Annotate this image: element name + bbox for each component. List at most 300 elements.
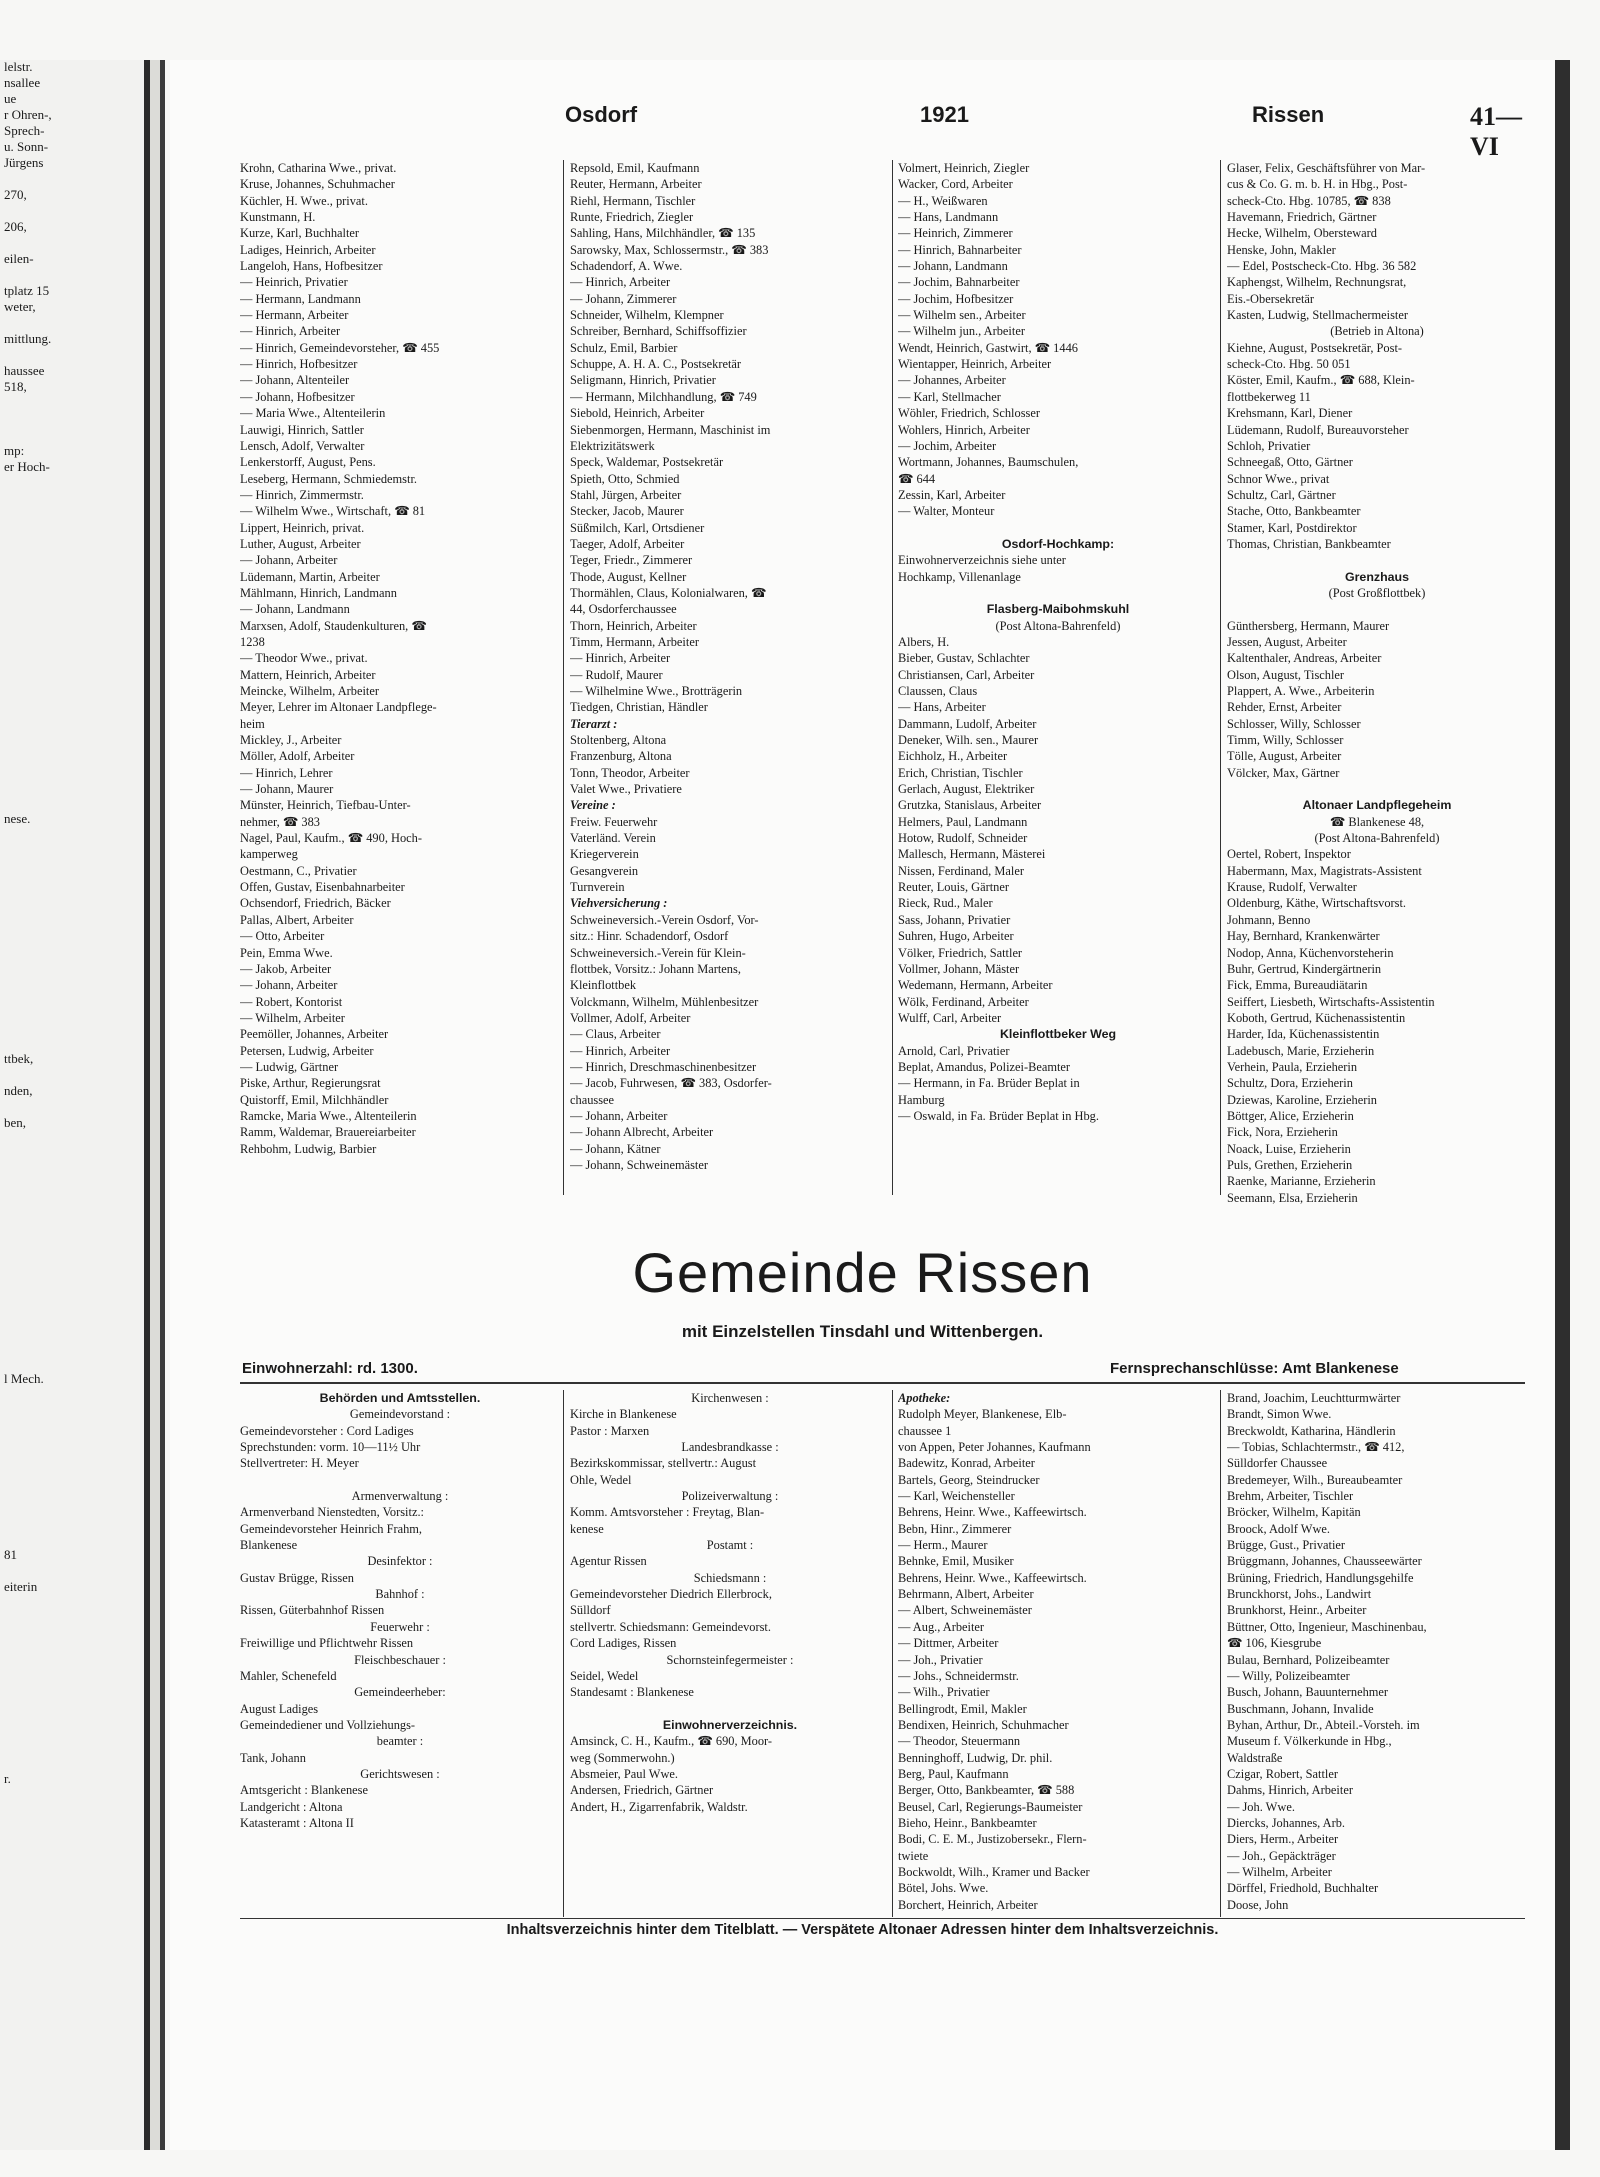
list-line: — Hans, Arbeiter	[898, 700, 986, 715]
fragment-line	[4, 428, 140, 444]
list-line: Kasten, Ludwig, Stellmachermeister	[1227, 308, 1408, 323]
list-line: ☎ Blankenese 48,	[1329, 814, 1425, 829]
fragment-line	[4, 684, 140, 700]
list-line: Böttger, Alice, Erzieherin	[1227, 1108, 1354, 1123]
list-line: Mahler, Schenefeld	[240, 1668, 337, 1683]
list-line: Schornsteinfegermeister :	[666, 1652, 794, 1667]
fragment-line	[4, 1292, 140, 1308]
list-line: Schadendorf, A. Wwe.	[570, 259, 683, 274]
fragment-line	[4, 348, 140, 364]
fragment-line	[4, 780, 140, 796]
fragment-line	[4, 1180, 140, 1196]
list-line: Thorn, Heinrich, Arbeiter	[570, 618, 697, 633]
list-line: — Otto, Arbeiter	[240, 929, 325, 944]
list-line: Elektrizitätswerk	[570, 438, 655, 453]
list-line: stellvertr. Schiedsmann: Gemeindevorst.	[570, 1619, 771, 1634]
list-line: — Johs., Schneidermstr.	[898, 1668, 1019, 1683]
list-line: Oldenburg, Käthe, Wirtschaftsvorst.	[1227, 896, 1407, 911]
column-rule	[563, 1390, 564, 1917]
list-line: Büttner, Otto, Ingenieur, Maschinenbau,	[1227, 1619, 1427, 1634]
fragment-line	[4, 1484, 140, 1500]
fragment-line	[4, 572, 140, 588]
list-line: scheck-Cto. Hbg. 10785, ☎ 838	[1227, 193, 1391, 208]
list-line: Wulff, Carl, Arbeiter	[898, 1010, 1002, 1025]
fragment-line	[4, 1612, 140, 1628]
list-line: Behrens, Heinr. Wwe., Kaffeewirtsch.	[898, 1505, 1087, 1520]
list-line: Landgericht : Altona	[240, 1799, 343, 1814]
list-line	[1227, 601, 1527, 617]
list-line: — Hinrich, Arbeiter	[570, 275, 671, 290]
list-line: Busch, Johann, Bauunternehmer	[1227, 1685, 1389, 1700]
list-line: August Ladiges	[240, 1701, 319, 1716]
fragment-line	[4, 956, 140, 972]
list-line: Ramm, Waldemar, Brauereiarbeiter	[240, 1125, 416, 1140]
list-line: Johmann, Benno	[1227, 912, 1311, 927]
list-line: Wacker, Cord, Arbeiter	[898, 177, 1013, 192]
list-line: — Hinrich, Arbeiter	[240, 324, 341, 339]
fragment-line: tplatz 15	[4, 283, 50, 298]
list-line: Amsinck, C. H., Kaufm., ☎ 690, Moor-	[570, 1734, 773, 1749]
fragment-line: 206,	[4, 219, 27, 234]
list-line	[898, 520, 1218, 536]
list-line: Brand, Joachim, Leuchtturmwärter	[1227, 1391, 1401, 1405]
list-line: Buhr, Gertrud, Kindergärtnerin	[1227, 961, 1382, 976]
fragment-line	[4, 316, 140, 332]
list-line: Eichholz, H., Arbeiter	[898, 749, 1008, 764]
fragment-line	[4, 1356, 140, 1372]
binding-shadow	[160, 60, 165, 2150]
list-line: (Betrieb in Altona)	[1330, 324, 1424, 339]
list-line: Desinfektor :	[367, 1554, 433, 1569]
list-line: Osdorf-Hochkamp:	[1001, 536, 1115, 551]
fragment-line	[4, 764, 140, 780]
rissen-column-2	[570, 1390, 890, 1815]
list-line: — Hinrich, Hofbesitzer	[240, 357, 358, 372]
list-line: Hay, Bernhard, Krankenwärter	[1227, 929, 1380, 944]
header-year: 1921	[920, 102, 969, 127]
list-line: Gemeindeerheber:	[354, 1685, 446, 1700]
list-line: — Wilhelm Wwe., Wirtschaft, ☎ 81	[240, 504, 426, 519]
osdorf-column-4	[1227, 160, 1527, 1206]
list-line: Bahnhof :	[375, 1587, 425, 1602]
list-line: Standesamt : Blankenese	[570, 1685, 694, 1700]
list-line	[1227, 781, 1527, 797]
list-line: Pastor : Marxen	[570, 1423, 650, 1438]
fragment-line	[4, 620, 140, 636]
list-line: Schultz, Dora, Erzieherin	[1227, 1076, 1353, 1091]
list-line: Meyer, Lehrer im Altonaer Landpflege-	[240, 700, 437, 715]
fragment-line	[4, 556, 140, 572]
list-line: Olson, August, Tischler	[1227, 667, 1345, 682]
list-line: flottbek, Vorsitz.: Johann Martens,	[570, 961, 741, 976]
list-line: — Johann, Arbeiter	[240, 978, 338, 993]
list-line: Tiedgen, Christian, Händler	[570, 700, 708, 715]
list-line: Volmert, Heinrich, Ziegler	[898, 161, 1030, 175]
list-line: Behörden und Amtsstellen.	[319, 1391, 481, 1405]
list-line	[240, 1472, 560, 1488]
fragment-line	[4, 1260, 140, 1276]
fragment-line	[4, 1244, 140, 1260]
list-line: — Ludwig, Gärtner	[240, 1059, 339, 1074]
list-line: Wientapper, Heinrich, Arbeiter	[898, 357, 1052, 372]
list-line: Tierarzt :	[570, 716, 618, 731]
list-line: — Johann, Zimmerer	[570, 291, 677, 306]
fragment-line	[4, 1532, 140, 1548]
list-line: Bieho, Heinr., Bankbeamter	[898, 1815, 1037, 1830]
list-line: Berger, Otto, Bankbeamter, ☎ 588	[898, 1783, 1075, 1798]
list-line: — Wilhelmine Wwe., Brotträgerin	[570, 684, 743, 698]
list-line: Behnke, Emil, Musiker	[898, 1554, 1014, 1569]
list-line: Byhan, Arthur, Dr., Abteil.-Vorsteh. im	[1227, 1717, 1420, 1732]
list-line: — Wilhelm, Arbeiter	[1227, 1864, 1332, 1879]
list-line: Reuter, Hermann, Arbeiter	[570, 177, 702, 192]
list-line: Gustav Brügge, Rissen	[240, 1570, 354, 1585]
list-line: — Rudolf, Maurer	[570, 667, 663, 682]
list-line: Bodi, C. E. M., Justizobersekr., Flern-	[898, 1832, 1087, 1847]
fragment-line	[4, 508, 140, 524]
rissen-title: Gemeinde Rissen	[632, 1241, 1093, 1304]
list-line: — Aug., Arbeiter	[898, 1619, 985, 1634]
list-line: twiete	[898, 1848, 929, 1863]
list-line: Stecker, Jacob, Maurer	[570, 504, 684, 519]
list-line: Schloh, Privatier	[1227, 438, 1311, 453]
list-line	[1227, 552, 1527, 568]
list-line: Bröcker, Wilhelm, Kapitän	[1227, 1505, 1361, 1520]
list-line: Benninghoff, Ludwig, Dr. phil.	[898, 1750, 1053, 1765]
osdorf-column-1	[240, 160, 555, 1157]
list-line: Riehl, Hermann, Tischler	[570, 193, 696, 208]
list-line: — H., Weißwaren	[898, 193, 988, 208]
list-line: Amtsgericht : Blankenese	[240, 1783, 369, 1798]
list-line: Dziewas, Karoline, Erzieherin	[1227, 1092, 1377, 1107]
list-line: Sülldorf	[570, 1603, 611, 1618]
list-line: Sprechstunden: vorm. 10—11½ Uhr	[240, 1440, 421, 1455]
fragment-line	[4, 716, 140, 732]
list-line: Seidel, Wedel	[570, 1668, 639, 1683]
fragment-line	[4, 1500, 140, 1516]
rissen-column-4	[1227, 1390, 1527, 1913]
list-line: Taeger, Adolf, Arbeiter	[570, 536, 685, 551]
list-line: — Dittmer, Arbeiter	[898, 1636, 999, 1651]
list-line: Sass, Johann, Privatier	[898, 912, 1011, 927]
list-line: Wohlers, Hinrich, Arbeiter	[898, 422, 1030, 437]
list-line: kenese	[570, 1521, 604, 1536]
fragment-line: eilen-	[4, 251, 34, 266]
fragment-line: ttbek,	[4, 1051, 34, 1066]
list-line: — Maria Wwe., Altenteilerin	[240, 406, 386, 421]
fragment-line	[4, 892, 140, 908]
list-line: Harder, Ida, Küchenassistentin	[1227, 1027, 1380, 1042]
list-line: — Hinrich, Gemeindevorsteher, ☎ 455	[240, 340, 440, 355]
fragment-line: 518,	[4, 379, 27, 394]
list-line: Timm, Willy, Schlosser	[1227, 733, 1344, 748]
list-line: Ohle, Wedel	[570, 1472, 632, 1487]
list-line: Bartels, Georg, Steindrucker	[898, 1472, 1040, 1487]
list-line: — Jacob, Fuhrwesen, ☎ 383, Osdorfer-	[570, 1076, 772, 1091]
list-line: Eis.-Obersekretär	[1227, 291, 1315, 306]
list-line: Oestmann, C., Privatier	[240, 863, 357, 878]
list-line: Behrens, Heinr. Wwe., Kaffeewirtsch.	[898, 1570, 1087, 1585]
list-line: — Johann, Maurer	[240, 782, 334, 797]
header-right: Rissen	[1252, 102, 1325, 127]
list-line: — Joh., Privatier	[898, 1652, 983, 1667]
list-line: Doose, John	[1227, 1897, 1289, 1912]
fragment-line	[4, 700, 140, 716]
list-line: Koboth, Gertrud, Küchenassistentin	[1227, 1010, 1406, 1025]
list-line: Gerichtswesen :	[360, 1766, 440, 1781]
list-line: Franzenburg, Altona	[570, 749, 672, 764]
list-line: Fick, Nora, Erzieherin	[1227, 1125, 1338, 1140]
list-line: Armenverwaltung :	[351, 1489, 449, 1504]
list-line: sitz.: Hinr. Schadendorf, Osdorf	[570, 929, 729, 944]
fragment-line	[4, 1740, 140, 1756]
fragment-line	[4, 876, 140, 892]
list-line: — Johann, Arbeiter	[570, 1108, 668, 1123]
list-line: Badewitz, Konrad, Arbeiter	[898, 1456, 1035, 1471]
list-line: Reuter, Louis, Gärtner	[898, 880, 1009, 895]
population: Einwohnerzahl: rd. 1300.	[242, 1360, 418, 1377]
list-line: Krause, Rudolf, Verwalter	[1227, 880, 1357, 895]
list-line: Breckwoldt, Katharina, Händlerin	[1227, 1423, 1396, 1438]
rissen-column-3	[898, 1390, 1218, 1913]
list-line: Nodop, Anna, Küchenvorsteherin	[1227, 945, 1394, 960]
list-line: Borchert, Heinrich, Arbeiter	[898, 1897, 1038, 1912]
list-line: cus & Co. G. m. b. H. in Hbg., Post-	[1227, 177, 1408, 192]
list-line: Schuppe, A. H. A. C., Postsekretär	[570, 357, 742, 372]
list-line: beamter :	[376, 1734, 424, 1749]
list-line: Vollmer, Adolf, Arbeiter	[570, 1010, 691, 1025]
list-line: Tank, Johann	[240, 1750, 306, 1765]
list-line: chaussee 1	[898, 1423, 952, 1438]
list-line: Valet Wwe., Privatiere	[570, 782, 682, 797]
fragment-line	[4, 1148, 140, 1164]
list-line: Gerlach, August, Elektriker	[898, 782, 1035, 797]
list-line: Kirchenwesen :	[691, 1391, 769, 1405]
fragment-line	[4, 1628, 140, 1644]
fragment-line: lelstr.	[4, 60, 33, 74]
list-line: — Jochim, Hofbesitzer	[898, 291, 1014, 306]
list-line: — Hermann, Landmann	[240, 291, 361, 306]
fragment-line	[4, 604, 140, 620]
list-line: Mickley, J., Arbeiter	[240, 733, 342, 748]
fragment-line: eiterin	[4, 1579, 38, 1594]
list-line: Mallesch, Hermann, Mästerei	[898, 847, 1046, 862]
list-line: Zessin, Karl, Arbeiter	[898, 487, 1006, 502]
fragment-line	[4, 476, 140, 492]
list-line: Sarowsky, Max, Schlossermstr., ☎ 383	[570, 242, 769, 257]
list-line: — Johann, Schweinemäster	[570, 1157, 708, 1172]
list-line: Andersen, Friedrich, Gärtner	[570, 1783, 714, 1798]
osdorf-column-3	[898, 160, 1218, 1124]
fragment-line	[4, 908, 140, 924]
column-rule	[892, 160, 893, 1195]
directory-page	[170, 60, 1555, 2150]
list-line: Gemeindevorstand :	[349, 1407, 451, 1422]
list-line: Einwohnerverzeichnis.	[662, 1717, 798, 1732]
footer-note: Inhaltsverzeichnis hinter dem Titelblatt. — Verspätete Altonaer Adressen hinter dem Inhaltsverzeichnis.	[506, 1922, 1219, 1938]
list-line: — Robert, Kontorist	[240, 994, 343, 1009]
list-line: — Johann, Hofbesitzer	[240, 389, 355, 404]
list-line: Beplat, Amandus, Polizei-Beamter	[898, 1059, 1071, 1074]
list-line: Marxsen, Adolf, Staudenkulturen, ☎	[240, 618, 427, 633]
list-line: Rieck, Rud., Maler	[898, 896, 993, 911]
list-line: Köster, Emil, Kaufm., ☎ 688, Klein-	[1227, 373, 1415, 388]
list-line: Hotow, Rudolf, Schneider	[898, 831, 1028, 846]
list-line: (Post Altona-Bahrenfeld)	[995, 618, 1121, 633]
fragment-line: mittlung.	[4, 331, 52, 346]
list-line: Petersen, Ludwig, Arbeiter	[240, 1043, 374, 1058]
fragment-line	[4, 412, 140, 428]
list-line: Raenke, Marianne, Erzieherin	[1227, 1174, 1376, 1189]
list-line: Völcker, Max, Gärtner	[1227, 765, 1340, 780]
list-line: Einwohnerverzeichnis siehe unter	[898, 553, 1066, 568]
list-line: Vereine :	[570, 798, 616, 813]
list-line: Polizeiverwaltung :	[681, 1489, 779, 1504]
list-line: Offen, Gustav, Eisenbahnarbeiter	[240, 880, 405, 895]
list-line: Pein, Emma Wwe.	[240, 945, 333, 960]
list-line: Diercks, Johannes, Arb.	[1227, 1815, 1346, 1830]
fragment-line	[4, 1420, 140, 1436]
list-line: Langeloh, Hans, Hofbesitzer	[240, 259, 383, 274]
list-line: — Joh., Gepäckträger	[1227, 1848, 1336, 1863]
list-line: Katasteramt : Altona II	[240, 1815, 354, 1830]
fragment-line: ben,	[4, 1115, 27, 1130]
list-line: Stache, Otto, Bankbeamter	[1227, 504, 1361, 519]
list-line: — Hinrich, Zimmermstr.	[240, 487, 364, 502]
list-line: Andert, H., Zigarrenfabrik, Waldstr.	[570, 1799, 748, 1814]
list-line: Plappert, A. Wwe., Arbeiterin	[1227, 684, 1375, 698]
list-line: Leseberg, Hermann, Schmiedemstr.	[240, 471, 417, 486]
list-line: Lensch, Adolf, Verwalter	[240, 438, 365, 453]
rissen-column-1	[240, 1390, 560, 1831]
fragment-line: er Hoch-	[4, 459, 50, 474]
list-line: Kriegerverein	[570, 847, 639, 862]
list-line: Piske, Arthur, Regierungsrat	[240, 1076, 381, 1091]
previous-page-fragment	[0, 60, 151, 2150]
list-line: Peemöller, Johannes, Arbeiter	[240, 1027, 389, 1042]
list-line: — Heinrich, Zimmerer	[898, 226, 1013, 241]
list-line: Schweineversich.-Verein für Klein-	[570, 945, 746, 960]
fragment-line: weter,	[4, 299, 36, 314]
list-line: Bezirkskommissar, stellvertr.: August	[570, 1456, 757, 1471]
list-line: Lüdemann, Rudolf, Bureauvorsteher	[1227, 422, 1409, 437]
list-line: Seiffert, Liesbeth, Wirtschafts-Assistentin	[1227, 994, 1435, 1009]
list-line: Brüggmann, Johannes, Chausseewärter	[1227, 1554, 1422, 1569]
list-line: Kiehne, August, Postsekretär, Post-	[1227, 340, 1403, 355]
list-line: Gemeindevorsteher : Cord Ladiges	[240, 1423, 414, 1438]
list-line: Noack, Luise, Erzieherin	[1227, 1141, 1351, 1156]
list-line: Buschmann, Johann, Invalide	[1227, 1701, 1374, 1716]
fragment-line	[4, 540, 140, 556]
list-line: von Appen, Peter Johannes, Kaufmann	[898, 1440, 1091, 1455]
list-line: Bockwoldt, Wilh., Kramer und Backer	[898, 1864, 1090, 1879]
list-line: Hamburg	[898, 1092, 945, 1107]
list-line: Absmeier, Paul Wwe.	[570, 1766, 679, 1781]
fragment-line	[4, 1756, 140, 1772]
list-line: Brandt, Simon Wwe.	[1227, 1407, 1332, 1422]
fragment-line: mp:	[4, 443, 25, 458]
fragment-line	[4, 268, 140, 284]
fragment-line	[4, 1340, 140, 1356]
list-line: Apotheke:	[898, 1391, 951, 1405]
list-line: Czigar, Robert, Sattler	[1227, 1766, 1338, 1781]
list-line: (Post Großflottbek)	[1328, 585, 1426, 600]
list-line: — Theodor, Steuermann	[898, 1734, 1021, 1749]
list-line: Luther, August, Arbeiter	[240, 536, 361, 551]
list-line: — Herm., Maurer	[898, 1538, 988, 1553]
list-line: Fick, Emma, Bureaudiätarin	[1227, 978, 1368, 993]
list-line: Rehbohm, Ludwig, Barbier	[240, 1141, 377, 1156]
fragment-line: Jürgens	[4, 155, 44, 170]
section-rule	[240, 1382, 1525, 1384]
list-line: Seemann, Elsa, Erzieherin	[1227, 1190, 1358, 1205]
fragment-line	[4, 1404, 140, 1420]
fragment-line	[4, 1164, 140, 1180]
list-line: Kleinflottbek	[570, 978, 637, 993]
list-line: — Hermann, Milchhandlung, ☎ 749	[570, 389, 757, 404]
list-line: Brehm, Arbeiter, Tischler	[1227, 1489, 1354, 1504]
list-line: Behrmann, Albert, Arbeiter	[898, 1587, 1034, 1602]
list-line: Erich, Christian, Tischler	[898, 765, 1023, 780]
list-line: Schiedsmann :	[693, 1570, 767, 1585]
list-line: Rissen, Güterbahnhof Rissen	[240, 1603, 385, 1618]
page-header	[230, 102, 1530, 161]
fragment-line	[4, 1660, 140, 1676]
list-line: Helmers, Paul, Landmann	[898, 814, 1028, 829]
list-line: Freiwillige und Pflichtwehr Rissen	[240, 1636, 414, 1651]
fragment-line	[4, 1276, 140, 1292]
list-line: Freiw. Feuerwehr	[570, 814, 658, 829]
list-line: — Wilhelm, Arbeiter	[240, 1010, 345, 1025]
fragment-line	[4, 1692, 140, 1708]
fragment-line	[4, 1468, 140, 1484]
fragment-line	[4, 236, 140, 252]
fragment-line: u. Sonn-	[4, 139, 49, 154]
list-line: Bendixen, Heinrich, Schuhmacher	[898, 1717, 1069, 1732]
list-line: Timm, Hermann, Arbeiter	[570, 634, 699, 649]
list-line: (Post Altona-Bahrenfeld)	[1314, 831, 1440, 846]
list-line: Feuerwehr :	[370, 1619, 430, 1634]
fragment-line	[4, 796, 140, 812]
fragment-line: r.	[4, 1771, 11, 1786]
list-line: Krohn, Catharina Wwe., privat.	[240, 161, 397, 175]
list-line: Waldstraße	[1227, 1750, 1283, 1765]
list-line: Vollmer, Johann, Mäster	[898, 961, 1020, 976]
list-line: Schneider, Wilhelm, Klempner	[570, 308, 724, 323]
list-line: — Jakob, Arbeiter	[240, 961, 332, 976]
fragment-line: l Mech.	[4, 1371, 44, 1386]
list-line: — Wilhelm sen., Arbeiter	[898, 308, 1026, 323]
fragment-line	[4, 1196, 140, 1212]
list-line: Schreiber, Bernhard, Schiffsoffizier	[570, 324, 747, 339]
list-line: Sahling, Hans, Milchhändler, ☎ 135	[570, 226, 756, 241]
list-line: Schulz, Emil, Barbier	[570, 340, 678, 355]
list-line: Fleischbeschauer :	[354, 1652, 446, 1667]
fragment-line	[4, 1724, 140, 1740]
list-line: Repsold, Emil, Kaufmann	[570, 161, 700, 175]
list-line: Kaltenthaler, Andreas, Arbeiter	[1227, 651, 1382, 666]
list-line: Sülldorfer Chaussee	[1227, 1456, 1328, 1471]
fragment-line: nsallee	[4, 75, 41, 90]
list-line: Bulau, Bernhard, Polizeibeamter	[1227, 1652, 1390, 1667]
list-line: Rudolph Meyer, Blankenese, Elb-	[898, 1407, 1067, 1422]
list-line: Küchler, H. Wwe., privat.	[240, 193, 368, 208]
list-line: Teger, Friedr., Zimmerer	[570, 553, 693, 568]
list-line: Wendt, Heinrich, Gastwirt, ☎ 1446	[898, 340, 1078, 355]
fragment-line	[4, 172, 140, 188]
list-line: Volckmann, Wilhelm, Mühlenbesitzer	[570, 994, 759, 1009]
list-line: chaussee	[570, 1092, 615, 1107]
